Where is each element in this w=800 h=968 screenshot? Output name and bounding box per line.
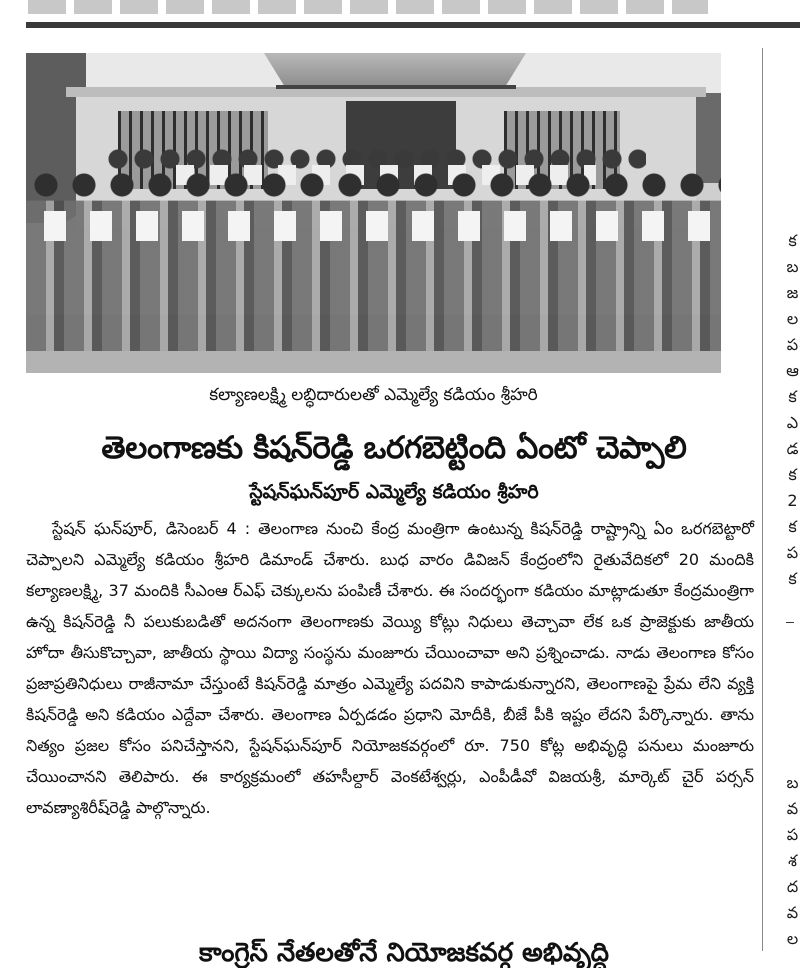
adjacent-column-glyph: క	[788, 231, 797, 250]
section-top-rule	[26, 22, 800, 28]
adjacent-column-glyph: శ	[788, 851, 797, 870]
previous-article-text-strip	[28, 0, 708, 14]
photo-crowd-front-row	[26, 173, 721, 349]
photo-portico-roof	[264, 53, 526, 87]
adjacent-column-glyph: ఎ	[786, 413, 799, 432]
adjacent-column-glyph: ద	[786, 877, 799, 896]
adjacent-column-glyph: క	[788, 569, 797, 588]
adjacent-column-glyph: ల	[786, 309, 799, 328]
adjacent-column-glyph: ప	[786, 543, 799, 562]
adjacent-column-text-lower	[785, 770, 800, 952]
adjacent-column-glyph: క	[788, 517, 797, 536]
column-divider	[762, 48, 763, 951]
article-body: స్టేషన్ ఘన్‌పూర్, డిసెంబర్ 4 : తెలంగాణ నుంచి కేంద్ర మంత్రిగా ఉంటున్న కిషన్‌రెడ్డి రాష్ట్రాన్ని ఏం ఒరగబెట్టారో చెప్పాలని ఎమ్మెల్యే కడియం శ్రీహరి డిమాండ్ చేశారు. బుధ వారం డివిజన్ కేంద్రంలోని రైతువేదికలో 20 మందికి కల్యాణలక్ష్మి, 37 మందికి సీఎంఆ ర్‌ఎఫ్ చెక్కులను పంపిణీ చేశారు. ఈ సందర్భంగా కడియం మాట్లాడుతూ కేంద్రమంత్రిగా ఉన్న కిషన్‌రెడ్డి నీ పలుకుబడితో అదనంగా తెలంగాణకు వెయ్యి కోట్లు నిధులు తెచ్చావా లేక ఒక ప్రాజెక్టుకు జాతీయ హోదా తీసుకొచ్చావా, జాతీయ స్థాయి విద్యా సంస్థను మంజూరు చేయించావా అని ప్రశ్నించాడు. నాడు తెలంగాణ కోసం ప్రజాప్రతినిధులు రాజీనామా చేస్తుంటే కిషన్‌రెడ్డి మాత్రం ఎమ్మెల్యే పదవిని కాపాడుకున్నారని, తెలంగాణపై ప్రేమ లేని వ్యక్తి కిషన్‌రెడ్డి అని కడియం ఎద్దేవా చేశారు. తెలంగాణ ఏర్పడడం ప్రధాని మోదీకి, బీజే పీకి ఇష్టం లేదని పేర్కొన్నారు. తాను నిత్యం ప్రజల కోసం పనిచేస్తానని, స్టేషన్‌ఘన్‌పూర్ నియోజకవర్గంలో రూ. 750 కోట్ల అభివృద్ధి పనులు మంజూరు చేయించానని తెలిపారు. ఈ కార్యక్రమంలో తహసీల్దార్ వెంకటేశ్వర్లు, ఎంపీడీవో విజయశ్రీ, మార్కెట్ చైర్ పర్సన్ లావణ్యాశిరీష్‌రెడ్డి పాల్గొన్నారు.	[26, 519, 754, 817]
adjacent-column-glyph: క	[788, 387, 797, 406]
adjacent-column-glyph: క	[788, 465, 797, 484]
adjacent-column-glyph: వ	[786, 903, 799, 922]
photo-held-certificates-front	[44, 211, 724, 241]
adjacent-column-glyph: 2	[787, 491, 798, 510]
adjacent-column-glyph: వ	[786, 799, 799, 818]
adjacent-column-dash	[786, 622, 794, 623]
adjacent-column-glyph: బ	[786, 257, 799, 276]
photo-portico-beam	[276, 85, 516, 89]
adjacent-column-glyph: జ	[786, 283, 799, 302]
adjacent-column-glyph: ప	[786, 335, 799, 354]
adjacent-column-glyph: డ	[786, 439, 799, 458]
article-headline: తెలంగాణకు కిషన్‌రెడ్డి ఒరగబెట్టింది ఏంటో చెప్పాలి	[101, 430, 687, 466]
adjacent-column-glyph: బ	[786, 773, 799, 792]
next-article-headline: కాంగ్రెస్ నేతలతోనే నియోజకవర్గ అభివృద్ధి	[199, 938, 609, 968]
photo-caption: కల్యాణలక్ష్మి లబ్ధిదారులతో ఎమ్మెల్యే కడియం శ్రీహరి	[209, 385, 538, 405]
adjacent-column-glyph: ల	[786, 929, 799, 948]
adjacent-column-glyph: ఆ	[786, 361, 799, 380]
adjacent-column-text-upper	[785, 228, 800, 592]
news-photo	[26, 53, 721, 373]
article-subheadline: స్టేషన్‌ఘన్‌పూర్ ఎమ్మెల్యే కడియం శ్రీహరి	[249, 481, 539, 503]
adjacent-column-glyph: ప	[786, 825, 799, 844]
